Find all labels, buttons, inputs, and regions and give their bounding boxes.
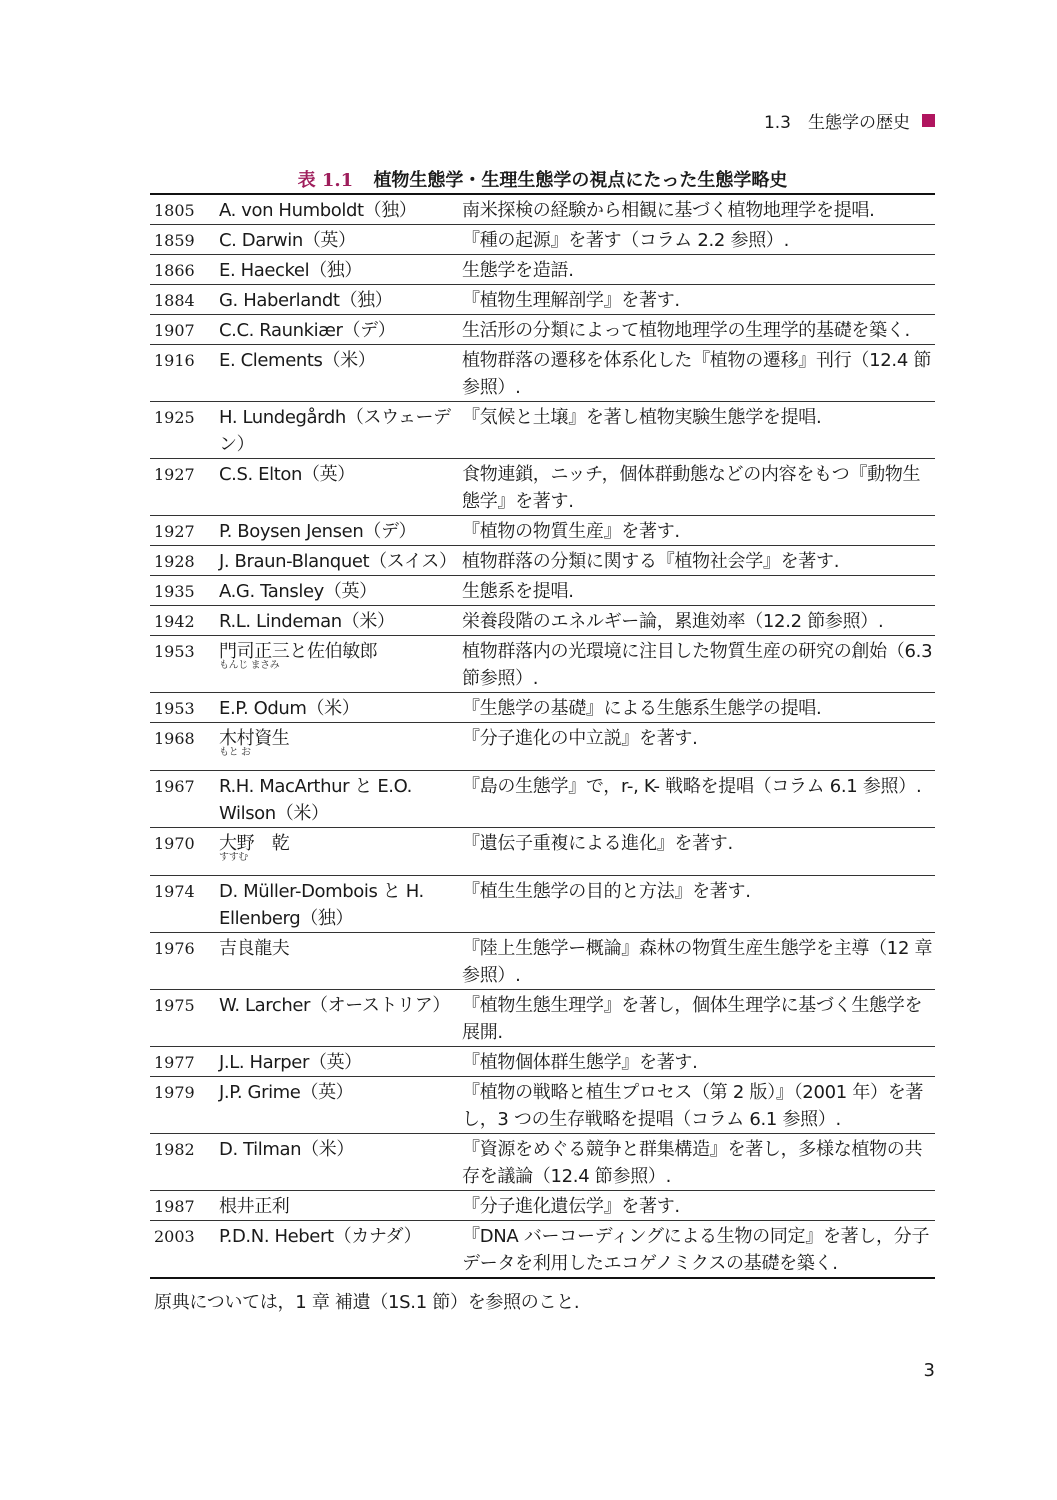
event-cell: 植物群落の遷移を体系化した『植物の遷移』刊行（12.4 節参照）. [462,350,932,398]
person-cell [219,459,462,516]
person-cell [219,1134,462,1191]
table-row [150,1134,935,1191]
event-cell: 『植物生態生理学』を著し，個体生理学に基づく生態学を展開. [462,995,923,1043]
person-name: H. Lundegårdh（スウェーデン） [219,407,451,455]
event-cell: 植物群落の分類に関する『植物社会学』を著す. [462,551,840,572]
event-cell: 『DNA バーコーディングによる生物の同定』を著し，分子データを利用したエコゲノミクスの基礎を築く. [462,1226,930,1274]
person-name: A. von Humboldt（独） [219,200,417,221]
table-row [150,990,935,1047]
event-cell: 『分子進化の中立説』を著す. [462,728,698,749]
year-cell: 1916 [154,351,195,370]
table-row [150,255,935,285]
year-cell: 1907 [154,321,195,340]
name-reading-ruby: もんじ まさみ [219,660,280,671]
event-cell: 『種の起源』を著す（コラム 2.2 参照）. [462,230,790,251]
person-cell [219,194,462,225]
person-cell [219,990,462,1047]
table-row [150,225,935,255]
person-name: C.C. Raunkiær（デ） [219,320,396,341]
person-name: R.H. MacArthur と E.O. Wilson（米） [219,776,412,824]
name-reading-ruby: もと お [219,747,251,758]
person-name: E. Haeckel（独） [219,260,363,281]
person-cell [219,1047,462,1077]
person-cell [219,1077,462,1134]
event-cell: 『植物の戦略と植生プロセス（第 2 版）』（2001 年）を著し，3 つの生存戦略を提唱（コラム 6.1 参照）. [462,1082,924,1130]
person-name: R.L. Lindeman（米） [219,611,395,632]
year-cell: 1953 [154,642,195,661]
person-name: E.P. Odum（米） [219,698,360,719]
year-cell: 1974 [154,882,195,901]
table-row [150,546,935,576]
person-name: E. Clements（米） [219,350,376,371]
table-row [150,693,935,723]
person-cell [219,402,462,459]
person-cell [219,723,462,771]
year-cell: 1859 [154,231,195,250]
table-title: 植物生態学・生理生態学の視点にたった生態学略史 [373,170,788,191]
year-cell: 1953 [154,699,195,718]
year-cell: 1925 [154,408,195,427]
person-cell [219,1221,462,1279]
person-cell [219,345,462,402]
person-name: P. Boysen Jensen（デ） [219,521,417,542]
year-cell: 1928 [154,552,195,571]
person-name: 根井正利 [219,1196,290,1217]
table-row [150,606,935,636]
year-cell: 1967 [154,777,195,796]
event-cell: 『気候と土壌』を著し植物実験生態学を提唱. [462,407,822,428]
person-name: D. Müller-Dombois と H. Ellenberg（独） [219,881,424,929]
person-name: A.G. Tansley（英） [219,581,377,602]
event-cell: 『植物個体群生態学』を著す. [462,1052,698,1073]
year-cell: 2003 [154,1227,195,1246]
table-row [150,194,935,225]
person-name: 大野 乾 [219,833,290,854]
person-name: P.D.N. Hebert（カナダ） [219,1226,422,1247]
table-row [150,876,935,933]
year-cell: 1968 [154,729,195,748]
person-name: D. Tilman（米） [219,1139,354,1160]
table-row [150,771,935,828]
year-cell: 1976 [154,939,195,958]
event-cell: 植物群落内の光環境に注目した物質生産の研究の創始（6.3 節参照）. [462,641,933,689]
year-cell: 1982 [154,1140,195,1159]
year-cell: 1805 [154,201,195,220]
event-cell: 生活形の分類によって植物地理学の生理学的基礎を築く. [462,320,910,341]
table-label: 表 1.1 [297,170,354,191]
table-row [150,933,935,990]
person-name: 木村資生 [219,728,290,749]
event-cell: 食物連鎖，ニッチ，個体群動態などの内容をもつ『動物生態学』を著す. [462,464,921,512]
year-cell: 1979 [154,1083,195,1102]
table-row [150,402,935,459]
person-cell [219,933,462,990]
year-cell: 1927 [154,522,195,541]
table-row [150,576,935,606]
running-header [764,108,935,133]
person-cell [219,315,462,345]
year-cell: 1884 [154,291,195,310]
year-cell: 1975 [154,996,195,1015]
year-cell: 1927 [154,465,195,484]
person-cell [219,636,462,693]
person-cell [219,606,462,636]
year-cell: 1970 [154,834,195,853]
table-row [150,285,935,315]
table-row [150,828,935,876]
person-cell [219,693,462,723]
person-name: J.L. Harper（英） [219,1052,362,1073]
event-cell: 『植物の物質生産』を著す. [462,521,680,542]
person-cell [219,516,462,546]
table-row [150,459,935,516]
table-row [150,1077,935,1134]
table-caption [150,166,935,192]
year-cell: 1977 [154,1053,195,1072]
year-cell: 1942 [154,612,195,631]
person-name: C.S. Elton（英） [219,464,355,485]
person-name: W. Larcher（オーストリア） [219,995,450,1016]
event-cell: 『遺伝子重複による進化』を著す. [462,833,733,854]
person-cell [219,255,462,285]
person-name: C. Darwin（英） [219,230,356,251]
table-row [150,1047,935,1077]
person-cell [219,576,462,606]
event-cell: 栄養段階のエネルギー論，累進効率（12.2 節参照）. [462,611,884,632]
event-cell: 『陸上生態学ー概論』森林の物質生産生態学を主導（12 章 参照）. [462,938,933,986]
event-cell: 『島の生態学』で，r-, K- 戦略を提唱（コラム 6.1 参照）. [462,776,922,797]
person-cell [219,225,462,255]
name-reading-ruby: すすむ [219,852,248,863]
event-cell: 『分子進化遺伝学』を著す. [462,1196,680,1217]
event-cell: 生態学を造語. [462,260,574,281]
person-name: 門司正三と佐伯敏郎 [219,641,378,662]
person-cell [219,1191,462,1221]
person-cell [219,876,462,933]
person-cell [219,285,462,315]
event-cell: 生態系を提唱. [462,581,574,602]
event-cell: 『植生生態学の目的と方法』を著す. [462,881,751,902]
table-row [150,516,935,546]
section-marker-square [922,114,935,127]
history-table-body [150,194,935,1278]
person-cell [219,828,462,876]
person-cell [219,546,462,576]
event-cell: 『生態学の基礎』による生態系生態学の提唱. [462,698,822,719]
table-footnote: 原典については，1 章 補遺（1S.1 節）を参照のこと. [154,1292,580,1313]
year-cell: 1987 [154,1197,195,1216]
year-cell: 1935 [154,582,195,601]
table-row [150,1221,935,1279]
table-row [150,1191,935,1221]
event-cell: 南米探検の経験から相観に基づく植物地理学を提唱. [462,200,875,221]
event-cell: 『植物生理解剖学』を著す. [462,290,680,311]
person-name: G. Haberlandt（独） [219,290,393,311]
page-number: 3 [923,1360,935,1381]
section-title: 1.3 生態学の歴史 [763,113,910,133]
year-cell: 1866 [154,261,195,280]
table-row [150,636,935,693]
table-row [150,345,935,402]
table-row [150,315,935,345]
person-name: J.P. Grime（英） [219,1082,354,1103]
event-cell: 『資源をめぐる競争と群集構造』を著し，多様な植物の共存を議論（12.4 節参照）. [462,1139,923,1187]
table-row [150,723,935,771]
person-name: J. Braun-Blanquet（スイス） [219,551,457,572]
history-table [150,193,935,1279]
person-name: 吉良龍夫 [219,938,290,959]
person-cell [219,771,462,828]
